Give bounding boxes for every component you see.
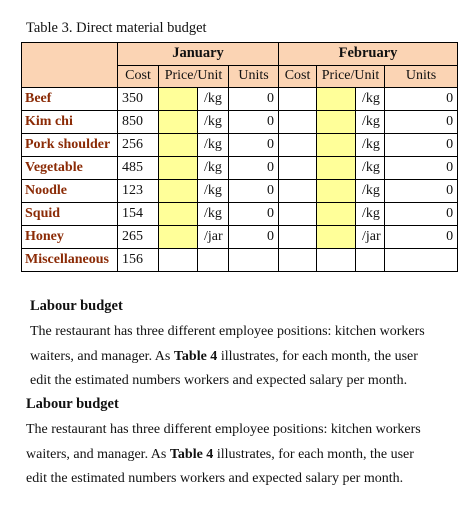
units-cell-february: 0	[385, 203, 458, 226]
price-unit-cell-january[interactable]	[159, 157, 229, 180]
price-unit-cell-january[interactable]	[159, 88, 229, 111]
units-cell-february: 0	[385, 157, 458, 180]
units-cell-february: 0	[385, 111, 458, 134]
price-unit-cell-february[interactable]	[317, 88, 385, 111]
row-label: Miscellaneous	[22, 249, 118, 272]
col-header-price-unit: Price/Unit	[317, 65, 385, 88]
table-row	[22, 226, 458, 249]
price-input-february[interactable]	[317, 157, 356, 179]
price-unit-cell-february[interactable]	[317, 180, 385, 203]
price-input-february[interactable]	[317, 180, 356, 202]
price-unit-cell-january[interactable]	[159, 226, 229, 249]
price-input-january[interactable]	[159, 111, 198, 133]
table-reference: Table 4	[173, 348, 218, 364]
price-unit-cell-january[interactable]	[159, 249, 229, 272]
price-input-january[interactable]	[159, 134, 198, 156]
section-heading: Labour budget	[26, 396, 119, 412]
units-cell-january: 0	[229, 134, 279, 157]
table-caption: Table 3. Direct material budget	[26, 20, 207, 36]
row-label: Honey	[22, 226, 118, 249]
price-unit-cell-february[interactable]	[317, 111, 385, 134]
price-input-january[interactable]	[159, 157, 198, 179]
cost-cell-january: 350	[118, 88, 159, 111]
unit-label-january	[198, 249, 204, 271]
unit-label-january: /kg	[204, 206, 222, 221]
price-input-february[interactable]	[317, 249, 356, 271]
units-cell-january: 0	[229, 203, 279, 226]
price-input-february[interactable]	[317, 203, 356, 225]
section-paragraph	[26, 418, 421, 492]
paragraph-line: edit the estimated numbers workers and expected salary per month.	[26, 471, 404, 486]
table-row	[22, 157, 458, 180]
cost-cell-january: 156	[118, 249, 159, 272]
col-header-cost: Cost	[279, 65, 317, 88]
unit-label-january: /kg	[204, 183, 222, 198]
row-label: Pork shoulder	[22, 134, 118, 157]
unit-label-february: /kg	[362, 160, 380, 175]
unit-label-february: /kg	[362, 206, 380, 221]
cost-cell-february	[279, 134, 317, 157]
month-header-january: January	[118, 43, 279, 66]
col-header-cost: Cost	[118, 65, 159, 88]
paragraph-line	[26, 443, 421, 468]
units-cell-january: 0	[229, 180, 279, 203]
paragraph-text: waiters, and manager. As	[26, 446, 170, 462]
units-cell-february: 0	[385, 134, 458, 157]
cost-cell-february	[279, 157, 317, 180]
unit-label-january: /jar	[204, 229, 223, 244]
price-input-january[interactable]	[159, 88, 198, 110]
cost-cell-january: 256	[118, 134, 159, 157]
cost-cell-february	[279, 249, 317, 272]
cost-cell-january: 850	[118, 111, 159, 134]
unit-label-february	[356, 249, 362, 271]
paragraph-text: waiters, and manager. As	[30, 348, 174, 364]
unit-label-january: /kg	[204, 91, 222, 106]
units-cell-january	[229, 249, 279, 272]
units-cell-february: 0	[385, 226, 458, 249]
price-unit-cell-february[interactable]	[317, 203, 385, 226]
row-label: Squid	[22, 203, 118, 226]
table-reference: Table 4	[169, 446, 214, 462]
units-cell-february: 0	[385, 88, 458, 111]
price-unit-cell-february[interactable]	[317, 249, 385, 272]
paragraph-line: The restaurant has three different employee positions: kitchen workers	[26, 422, 421, 437]
table-row	[22, 88, 458, 111]
cost-cell-january: 265	[118, 226, 159, 249]
price-input-january[interactable]	[159, 203, 198, 225]
price-input-february[interactable]	[317, 88, 356, 110]
price-unit-cell-january[interactable]	[159, 180, 229, 203]
cost-cell-january: 123	[118, 180, 159, 203]
col-header-units: Units	[229, 65, 279, 88]
cost-cell-february	[279, 203, 317, 226]
cost-cell-january: 154	[118, 203, 159, 226]
price-input-february[interactable]	[317, 111, 356, 133]
direct-material-budget-table	[21, 42, 458, 272]
table-row	[22, 134, 458, 157]
units-cell-february	[385, 249, 458, 272]
unit-label-january: /kg	[204, 114, 222, 129]
units-cell-january: 0	[229, 157, 279, 180]
col-header-units: Units	[385, 65, 458, 88]
price-unit-cell-january[interactable]	[159, 203, 229, 226]
unit-label-february: /jar	[362, 229, 381, 244]
table-row	[22, 203, 458, 226]
row-label: Beef	[22, 88, 118, 111]
cost-cell-february	[279, 180, 317, 203]
unit-label-february: /kg	[362, 114, 380, 129]
paragraph-text: illustrates, for each month, the user	[213, 446, 414, 462]
row-label: Kim chi	[22, 111, 118, 134]
price-input-february[interactable]	[317, 226, 356, 248]
paragraph-line: edit the estimated numbers workers and expected salary per month.	[30, 373, 408, 388]
paragraph-text: illustrates, for each month, the user	[217, 348, 418, 364]
units-cell-february: 0	[385, 180, 458, 203]
cost-cell-february	[279, 88, 317, 111]
row-label: Vegetable	[22, 157, 118, 180]
corner-cell	[22, 43, 118, 88]
table-row	[22, 249, 458, 272]
paragraph-line	[30, 345, 425, 370]
col-header-price-unit: Price/Unit	[159, 65, 229, 88]
cost-cell-january: 485	[118, 157, 159, 180]
price-input-january[interactable]	[159, 249, 198, 271]
unit-label-january: /kg	[204, 137, 222, 152]
section-heading: Labour budget	[30, 298, 123, 314]
unit-label-february: /kg	[362, 183, 380, 198]
row-label: Noodle	[22, 180, 118, 203]
unit-label-january: /kg	[204, 160, 222, 175]
paragraph-line: The restaurant has three different employee positions: kitchen workers	[30, 324, 425, 339]
unit-label-february: /kg	[362, 137, 380, 152]
price-unit-cell-february[interactable]	[317, 134, 385, 157]
table-row	[22, 111, 458, 134]
price-input-january[interactable]	[159, 226, 198, 248]
price-input-january[interactable]	[159, 180, 198, 202]
section-paragraph	[30, 320, 425, 394]
price-unit-cell-february[interactable]	[317, 226, 385, 249]
unit-label-february: /kg	[362, 91, 380, 106]
price-unit-cell-january[interactable]	[159, 134, 229, 157]
cost-cell-february	[279, 111, 317, 134]
cost-cell-february	[279, 226, 317, 249]
units-cell-january: 0	[229, 226, 279, 249]
price-unit-cell-february[interactable]	[317, 157, 385, 180]
table-row	[22, 180, 458, 203]
price-input-february[interactable]	[317, 134, 356, 156]
month-header-february: February	[279, 43, 458, 66]
units-cell-january: 0	[229, 88, 279, 111]
price-unit-cell-january[interactable]	[159, 111, 229, 134]
units-cell-january: 0	[229, 111, 279, 134]
